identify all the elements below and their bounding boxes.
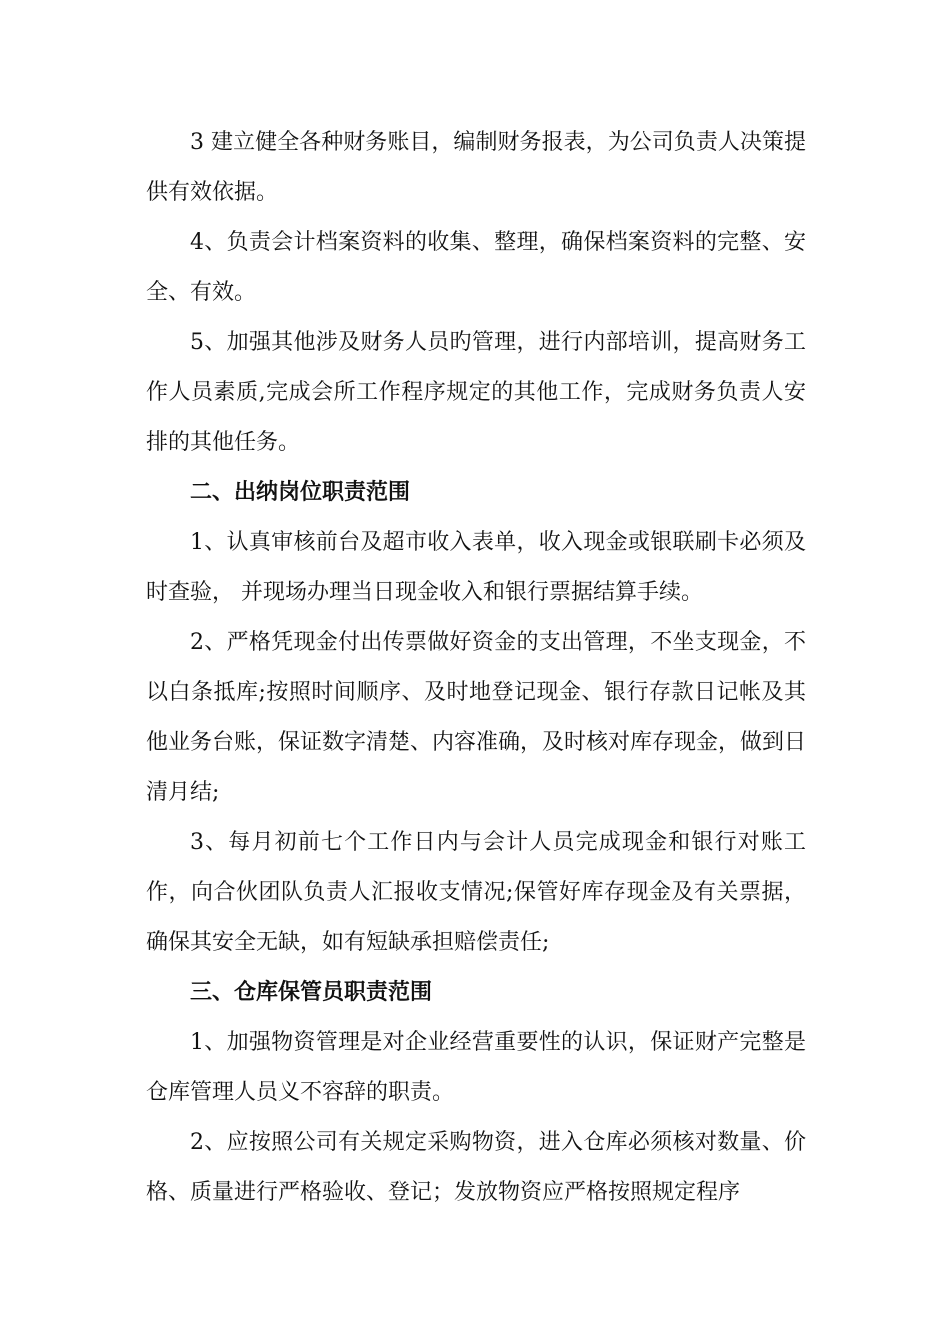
paragraph-item-3: 3 建立健全各种财务账目，编制财务报表，为公司负责人决策提供有效依据。 xyxy=(146,130,806,205)
warehouse-duty-2: 2、应按照公司有关规定采购物资，进入仓库必须核对数量、价格、质量进行严格验收、登记；发放物资应严格按照规定程序 xyxy=(146,1130,806,1205)
cashier-duty-1: 1、认真审核前台及超市收入表单，收入现金或银联刷卡必须及时查验， 并现场办理当日现金收入和银行票据结算手续。 xyxy=(146,530,806,605)
paragraph-item-4: 4、负责会计档案资料的收集、整理，确保档案资料的完整、安全、有效。 xyxy=(146,230,806,305)
section-heading-cashier: 二、出纳岗位职责范围 xyxy=(190,480,411,505)
warehouse-duty-1: 1、加强物资管理是对企业经营重要性的认识，保证财产完整是仓库管理人员义不容辞的职责。 xyxy=(146,1030,806,1105)
document-body xyxy=(146,118,806,1218)
paragraph-item-5: 5、加强其他涉及财务人员旳管理，进行内部培训，提高财务工作人员素质,完成会所工作程序规定的其他工作，完成财务负责人安排的其他任务。 xyxy=(146,330,806,455)
cashier-duty-3: 3、每月初前七个工作日内与会计人员完成现金和银行对账工作，向合伙团队负责人汇报收支情况;保管好库存现金及有关票据，确保其安全无缺，如有短缺承担赔偿责任; xyxy=(146,830,806,955)
cashier-duty-2: 2、严格凭现金付出传票做好资金的支出管理，不坐支现金，不以白条抵库;按照时间顺序、及时地登记现金、银行存款日记帐及其他业务台账，保证数字清楚、内容准确，及时核对库存现金，做到日清月结; xyxy=(146,630,807,805)
section-heading-warehouse: 三、仓库保管员职责范围 xyxy=(190,980,433,1005)
